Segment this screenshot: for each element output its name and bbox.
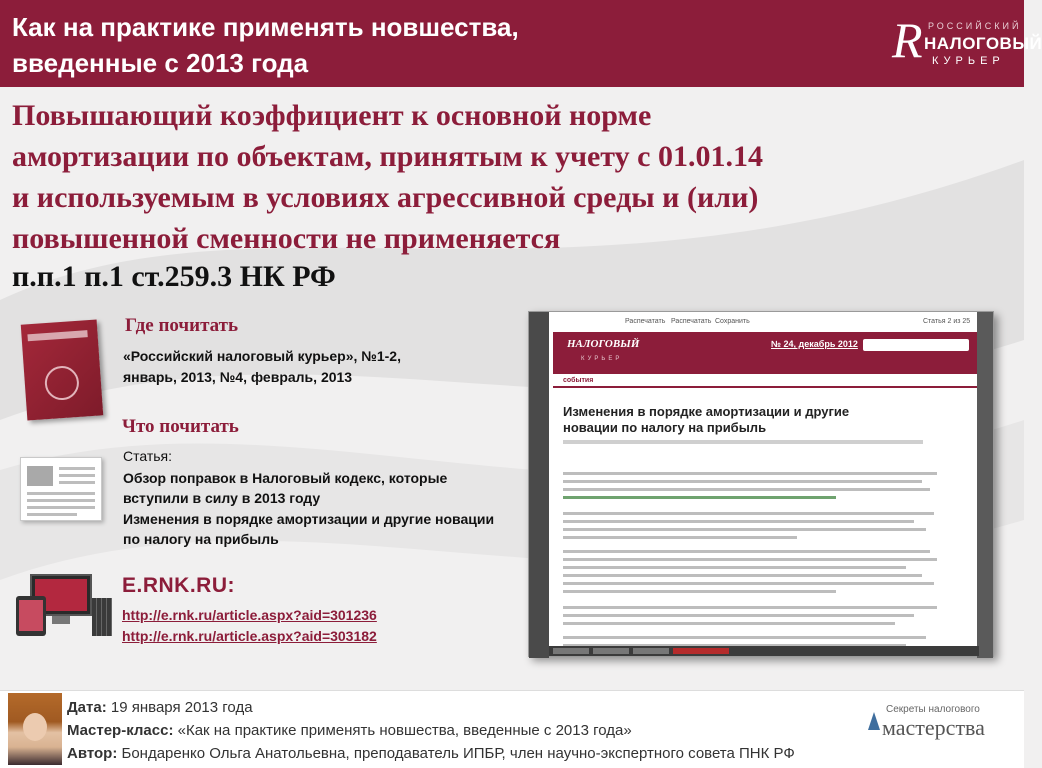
footer-date [67, 699, 253, 716]
footer-date-label: Дата: [67, 699, 107, 716]
slide-title [12, 9, 732, 81]
masterclass-logo-big: мастерства [882, 715, 985, 740]
article-1-line1: Обзор поправок в Налоговый кодекс, которые [123, 470, 448, 486]
web-print-link: Распечатать [625, 318, 666, 325]
footer-date-value: 19 января 2013 года [106, 699, 253, 716]
web-paragraph-4 [563, 606, 953, 630]
author-photo [8, 693, 62, 765]
footer-masterclass [67, 722, 632, 739]
masterclass-logo [866, 704, 1012, 748]
footer-class-label: Мастер-класс: [67, 722, 174, 739]
rnk-logo-main: НАЛОГОВЫЙ [924, 34, 1042, 53]
where-to-read-line1: «Российский налоговый курьер», №1-2, [123, 348, 401, 364]
ernk-title: E.RNK.RU: [122, 574, 235, 597]
article-link-1[interactable]: http://e.rnk.ru/article.aspx?aid=301236 [122, 607, 377, 623]
article-title-1 [123, 468, 523, 508]
web-save-link: Сохранить [715, 318, 750, 325]
rnk-logo: R РОССИЙСКИЙ НАЛОГОВЫЙ КУРЬЕР [892, 12, 1042, 68]
web-paragraph-2 [563, 512, 953, 544]
web-masthead [553, 332, 977, 374]
article-2-line1: Изменения в порядке амортизации и другие новации [123, 511, 495, 527]
headline-line4: повышенной сменности не применяется [12, 222, 561, 255]
footer-author [67, 745, 795, 762]
rnk-logo-sub: КУРЬЕР [932, 55, 1005, 67]
magazine-cover-image [21, 319, 104, 420]
article-1-line2: вступили в силу в 2013 году [123, 490, 321, 506]
footer-class-value: «Как на практике применять новшества, введенные с 2013 года» [173, 722, 632, 739]
web-paragraph-3 [563, 550, 953, 598]
main-headline [12, 95, 1002, 259]
devices-icon [16, 572, 112, 638]
web-print-link-2: Распечатать [671, 318, 712, 325]
newspaper-icon [20, 457, 102, 521]
headline-line2: амортизации по объектам, принятым к учету с 01.01.14 [12, 140, 763, 173]
headline-line1: Повышающий коэффициент к основной норме [12, 99, 652, 132]
article-title-2 [123, 509, 528, 549]
article-link-2[interactable]: http://e.rnk.ru/article.aspx?aid=303182 [122, 628, 377, 644]
headline-line3: и используемым в условиях агрессивной среды и (или) [12, 181, 759, 214]
where-to-read-line2: январь, 2013, №4, февраль, 2013 [123, 369, 353, 385]
masterclass-logo-small: Секреты налогового [886, 704, 980, 715]
footer-author-label: Автор: [67, 745, 118, 762]
slide-title-line1: Как на практике применять новшества, [12, 12, 519, 42]
web-issue-label: № 24, декабрь 2012 [771, 339, 858, 349]
rnk-logo-small: РОССИЙСКИЙ [928, 21, 1022, 31]
masterclass-logo-mark-icon [866, 710, 882, 732]
article-label: Статья: [123, 448, 173, 464]
article-2-line2: по налогу на прибыль [123, 531, 279, 547]
web-article-title-line1: Изменения в порядке амортизации и другие [563, 404, 850, 419]
what-to-read-heading: Что почитать [122, 416, 239, 437]
web-article-title-line2: новации по налогу на прибыль [563, 420, 767, 435]
web-logo: НАЛОГОВЫЙ [567, 338, 640, 350]
slide-header [0, 0, 1042, 87]
web-bottom-toolbar [549, 646, 979, 656]
website-screenshot [528, 311, 994, 657]
web-section-label: события [563, 377, 594, 384]
law-reference: п.п.1 п.1 ст.259.3 НК РФ [12, 260, 336, 293]
web-toolbar [553, 316, 973, 330]
web-article-title [563, 404, 943, 436]
where-to-read-text [123, 346, 443, 388]
slide-title-line2: введенные с 2013 года [12, 48, 309, 78]
footer-author-value: Бондаренко Ольга Анатольевна, преподаватель ИПБР, член научно-экспертного совета ПНК РФ [117, 745, 795, 762]
web-search-box [863, 339, 969, 351]
web-page-counter: Статья 2 из 25 [923, 318, 971, 325]
where-to-read-heading: Где почитать [125, 315, 239, 336]
web-byline [563, 440, 923, 444]
web-paragraph-1 [563, 472, 953, 504]
web-section-bar [553, 374, 977, 388]
web-logo-sub: КУРЬЕР [581, 356, 623, 362]
